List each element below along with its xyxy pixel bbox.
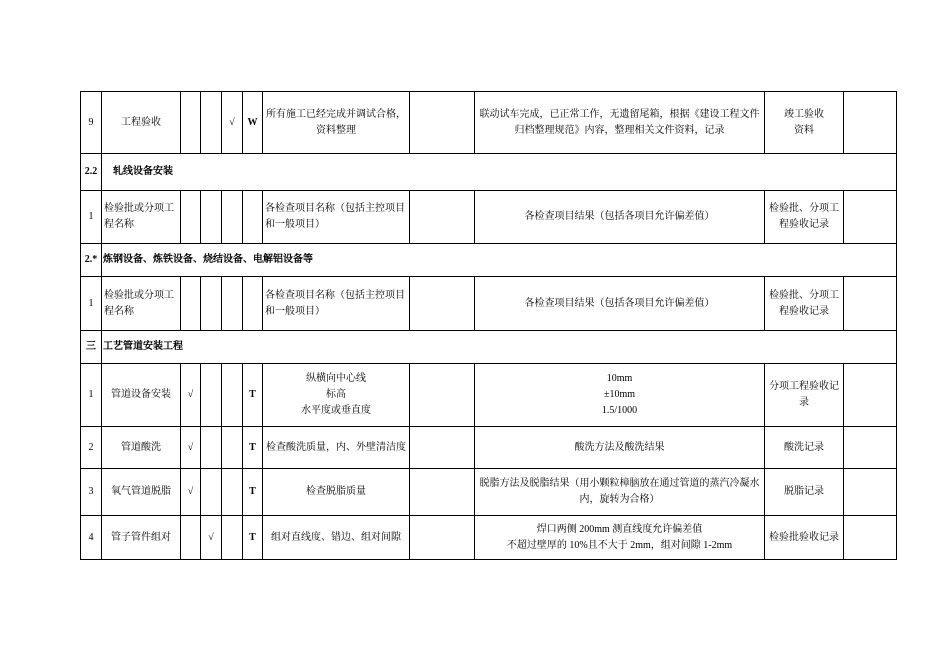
blank-cell [844, 364, 897, 427]
blank-cell [410, 516, 475, 560]
content-line: 所有施工已经完成并调试合格， [266, 108, 406, 120]
blank-cell [844, 516, 897, 560]
content-line: 资料整理 [316, 124, 356, 136]
check-c-cell [222, 516, 243, 560]
inspection-result [475, 427, 765, 469]
check-a-cell [181, 516, 201, 560]
table-row [81, 427, 897, 469]
check-b-cell [201, 277, 222, 331]
record-line: 资料 [794, 124, 814, 136]
section-row [81, 244, 897, 277]
content-line: 检查脱脂质量 [306, 486, 366, 497]
content-line: 水平度或垂直度 [301, 405, 371, 416]
control-type-cell [243, 277, 263, 331]
table-row [81, 92, 897, 154]
item-name-line: 管子管件组对 [111, 531, 171, 543]
item-name [102, 277, 181, 331]
content-line: 各检查项目名称（包括主控项目 [265, 289, 405, 301]
record-line: 程验收记录 [779, 305, 829, 317]
item-number: 1 [81, 277, 102, 331]
result-line: 联动试车完成，已正常工作，无遗留尾箱，根据《建设工程文件 [479, 108, 760, 120]
table-row [81, 469, 897, 516]
item-name-line: 氧气管道脱脂 [111, 486, 171, 497]
check-a-cell [181, 191, 201, 244]
check-c-cell [222, 364, 243, 427]
record-line: 酸洗记录 [784, 441, 824, 453]
result-line: 内，旋转为合格） [579, 494, 660, 505]
content-line: 标高 [326, 389, 346, 400]
item-name-line: 管道设备安装 [111, 389, 171, 400]
record-cell [765, 191, 844, 244]
result-line: 各检查项目结果（包括各项目允许偏差值） [524, 211, 715, 222]
item-name [102, 364, 181, 427]
check-c-cell: √ [222, 92, 243, 154]
item-name-line: 程名称 [104, 219, 134, 230]
record-line: 程验收记录 [779, 219, 829, 230]
check-c-cell [222, 469, 243, 516]
item-name [102, 92, 181, 154]
record-line: 分项工程验收记 [769, 381, 839, 392]
item-number: 3 [81, 469, 102, 516]
record-line: 检验批验收记录 [769, 531, 839, 543]
item-number: 9 [81, 92, 102, 154]
item-number: 4 [81, 516, 102, 560]
result-line: 10mm [606, 373, 633, 384]
record-cell [765, 92, 844, 154]
inspection-content [263, 277, 410, 331]
record-line: 检验批、分项工 [769, 289, 839, 301]
check-a-cell [181, 277, 201, 331]
result-line: 不超过壁厚的 10%且不大于 2mm，组对间隙 1-2mm [506, 539, 733, 551]
check-b-cell [201, 92, 222, 154]
inspection-content [263, 469, 410, 516]
blank-cell [844, 277, 897, 331]
item-name [102, 516, 181, 560]
table-row [81, 516, 897, 560]
item-number: 1 [81, 364, 102, 427]
content-line: 检查酸洗质量，内、外壁清洁度 [266, 441, 406, 453]
check-a-cell: √ [181, 364, 201, 427]
control-type-cell: W [243, 92, 263, 154]
check-b-cell: √ [201, 516, 222, 560]
content-line: 各检查项目名称（包括主控项目 [265, 203, 405, 214]
record-cell [765, 469, 844, 516]
result-line: 各检查项目结果（包括各项目允许偏差值） [524, 297, 715, 309]
inspection-result [475, 516, 765, 560]
blank-cell [410, 191, 475, 244]
blank-cell [410, 92, 475, 154]
blank-cell [844, 191, 897, 244]
record-cell [765, 364, 844, 427]
blank-cell [410, 277, 475, 331]
check-b-cell [201, 364, 222, 427]
section-title: 炼钢设备、炼铁设备、烧结设备、电解铝设备等 [102, 244, 897, 277]
blank-cell [410, 427, 475, 469]
check-c-cell [222, 427, 243, 469]
section-number: 2.* [81, 244, 102, 277]
inspection-table [80, 91, 897, 560]
section-number: 三 [81, 331, 102, 364]
section-number: 2.2 [81, 154, 102, 191]
check-b-cell [201, 469, 222, 516]
record-line: 录 [799, 397, 809, 408]
record-line: 竣工验收 [784, 108, 824, 120]
item-name-line: 程名称 [104, 305, 134, 317]
blank-cell [410, 469, 475, 516]
inspection-content [263, 92, 410, 154]
inspection-result [475, 92, 765, 154]
blank-cell [844, 469, 897, 516]
section-title: 工艺管道安装工程 [102, 331, 897, 364]
check-c-cell [222, 277, 243, 331]
control-type-cell [243, 191, 263, 244]
section-row [81, 331, 897, 364]
inspection-content [263, 364, 410, 427]
inspection-result [475, 364, 765, 427]
item-name [102, 191, 181, 244]
check-c-cell [222, 191, 243, 244]
item-name-line: 工程验收 [121, 116, 161, 128]
record-cell [765, 427, 844, 469]
inspection-content [263, 516, 410, 560]
check-a-cell: √ [181, 427, 201, 469]
result-line: 1.5/1000 [601, 405, 638, 416]
result-line: 归档整理规范》内容，整理相关文件资料，记录 [514, 124, 725, 136]
check-a-cell [181, 92, 201, 154]
check-b-cell [201, 427, 222, 469]
item-name-line: 检验批或分项工 [104, 289, 174, 301]
record-cell [765, 516, 844, 560]
item-name-line: 管道酸洗 [121, 441, 161, 453]
control-type-cell: T [243, 469, 263, 516]
inspection-content [263, 427, 410, 469]
record-line: 检验批、分项工 [769, 203, 839, 214]
table-row [81, 364, 897, 427]
control-type-cell: T [243, 516, 263, 560]
control-type-cell: T [243, 427, 263, 469]
control-type-cell: T [243, 364, 263, 427]
table-row [81, 191, 897, 244]
item-number: 2 [81, 427, 102, 469]
item-name [102, 427, 181, 469]
inspection-result [475, 277, 765, 331]
check-a-cell: √ [181, 469, 201, 516]
content-line: 组对直线度、错边、组对间隙 [271, 531, 401, 543]
inspection-result [475, 191, 765, 244]
content-line: 纵横向中心线 [306, 373, 366, 384]
item-name-line: 检验批或分项工 [104, 203, 174, 214]
table-row [81, 277, 897, 331]
content-line: 和一般项目） [265, 219, 325, 230]
content-line: 和一般项目） [265, 305, 325, 317]
result-line: ±10mm [603, 389, 636, 400]
blank-cell [410, 364, 475, 427]
result-line: 酸洗方法及酸洗结果 [574, 441, 665, 453]
inspection-result [475, 469, 765, 516]
record-cell [765, 277, 844, 331]
result-line: 脱脂方法及脱脂结果（用小颗粒樟脑放在通过管道的蒸汽冷凝水 [479, 478, 760, 489]
result-line: 焊口两侧 200mm 测直线度允许偏差值 [536, 523, 703, 535]
record-line: 脱脂记录 [784, 486, 824, 497]
section-title: 轧线设备安装 [102, 154, 897, 191]
item-name [102, 469, 181, 516]
blank-cell [844, 92, 897, 154]
inspection-content [263, 191, 410, 244]
section-row [81, 154, 897, 191]
item-number: 1 [81, 191, 102, 244]
check-b-cell [201, 191, 222, 244]
blank-cell [844, 427, 897, 469]
